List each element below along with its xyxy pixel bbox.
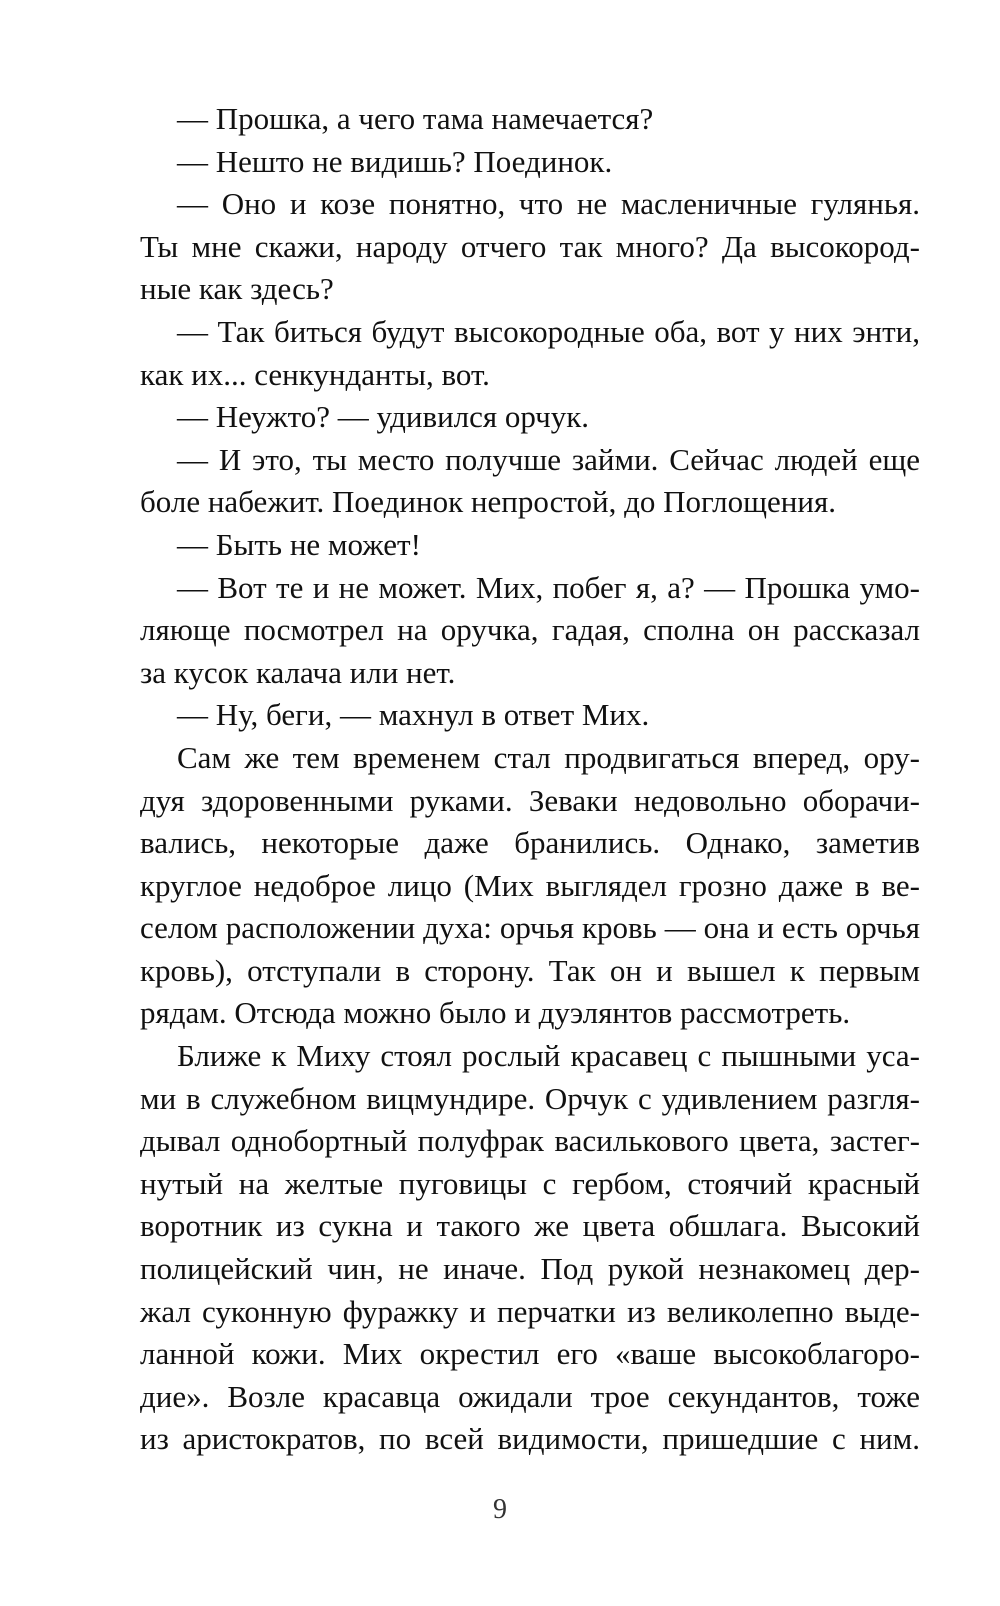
text-line: полицейский чин, не иначе. Под рукой незнакомец дер- <box>140 1251 920 1287</box>
text-line: ляюще посмотрел на оручка, гадая, сполна он рассказал <box>140 612 920 648</box>
text-line: ные как здесь? <box>140 271 334 307</box>
text-line: дуя здоровенными руками. Зеваки недовольно оборачи- <box>140 782 920 818</box>
text-line: — Быть не может! <box>177 526 421 562</box>
text-line: Сам же тем временем стал продвигаться вперед, ору- <box>177 739 920 775</box>
text-line: — Так биться будут высокородные оба, вот у них энти, <box>177 313 920 349</box>
text-line: — Прошка, а чего тама намечается? <box>177 101 654 136</box>
text-line: — Неужто? — удивился орчук. <box>177 399 590 435</box>
text-line: — И это, ты место получше займи. Сейчас людей еще <box>177 441 920 477</box>
body-text <box>140 98 920 1461</box>
text-line: — Нешто не видишь? Поединок. <box>177 143 613 179</box>
text-line: рядам. Отсюда можно было и дуэлянтов рассмотреть. <box>140 995 851 1031</box>
text-line: жал суконную фуражку и перчатки из великолепно выде- <box>140 1293 920 1329</box>
text-line: кровь), отступали в сторону. Так он и вышел к первым <box>140 952 920 988</box>
text-line: Ближе к Миху стоял рослый красавец с пышными уса- <box>177 1038 920 1074</box>
text-line: — Ну, беги, — махнул в ответ Мих. <box>177 697 650 733</box>
text-line: ми в служебном вицмундире. Орчук с удивлением разгля- <box>140 1080 920 1116</box>
text-line: нутый на желтые пуговицы с гербом, стоячий красный <box>140 1165 920 1201</box>
text-line: боле набежит. Поединок непростой, до Поглощения. <box>140 484 836 520</box>
page-number: 9 <box>493 1494 507 1525</box>
text-line: — Оно и козе понятно, что не масленичные гулянья. <box>177 186 920 222</box>
text-line: круглое недоброе лицо (Мих выглядел грозно даже в ве- <box>140 867 920 903</box>
text-line: из аристократов, по всей видимости, пришедшие с ним. <box>140 1421 920 1457</box>
text-line: дывал однобортный полуфрак василькового цвета, застег- <box>140 1123 920 1159</box>
text-line: — Вот те и не может. Мих, побег я, а? — Прошка умо- <box>177 569 920 605</box>
text-line: ланной кожи. Мих окрестил его «ваше высокоблагоро- <box>140 1336 920 1372</box>
text-line: селом расположении духа: орчья кровь — она и есть орчья <box>140 910 920 946</box>
text-line: дие». Возле красавца ожидали трое секундантов, тоже <box>140 1378 920 1414</box>
text-line: вались, некоторые даже бранились. Однако, заметив <box>140 825 920 861</box>
text-line: воротник из сукна и такого же цвета обшлага. Высокий <box>140 1208 920 1244</box>
text-line: за кусок калача или нет. <box>140 654 456 690</box>
text-line: Ты мне скажи, народу отчего так много? Да высокород- <box>140 228 920 264</box>
text-line: как их... сенкунданты, вот. <box>140 356 490 392</box>
